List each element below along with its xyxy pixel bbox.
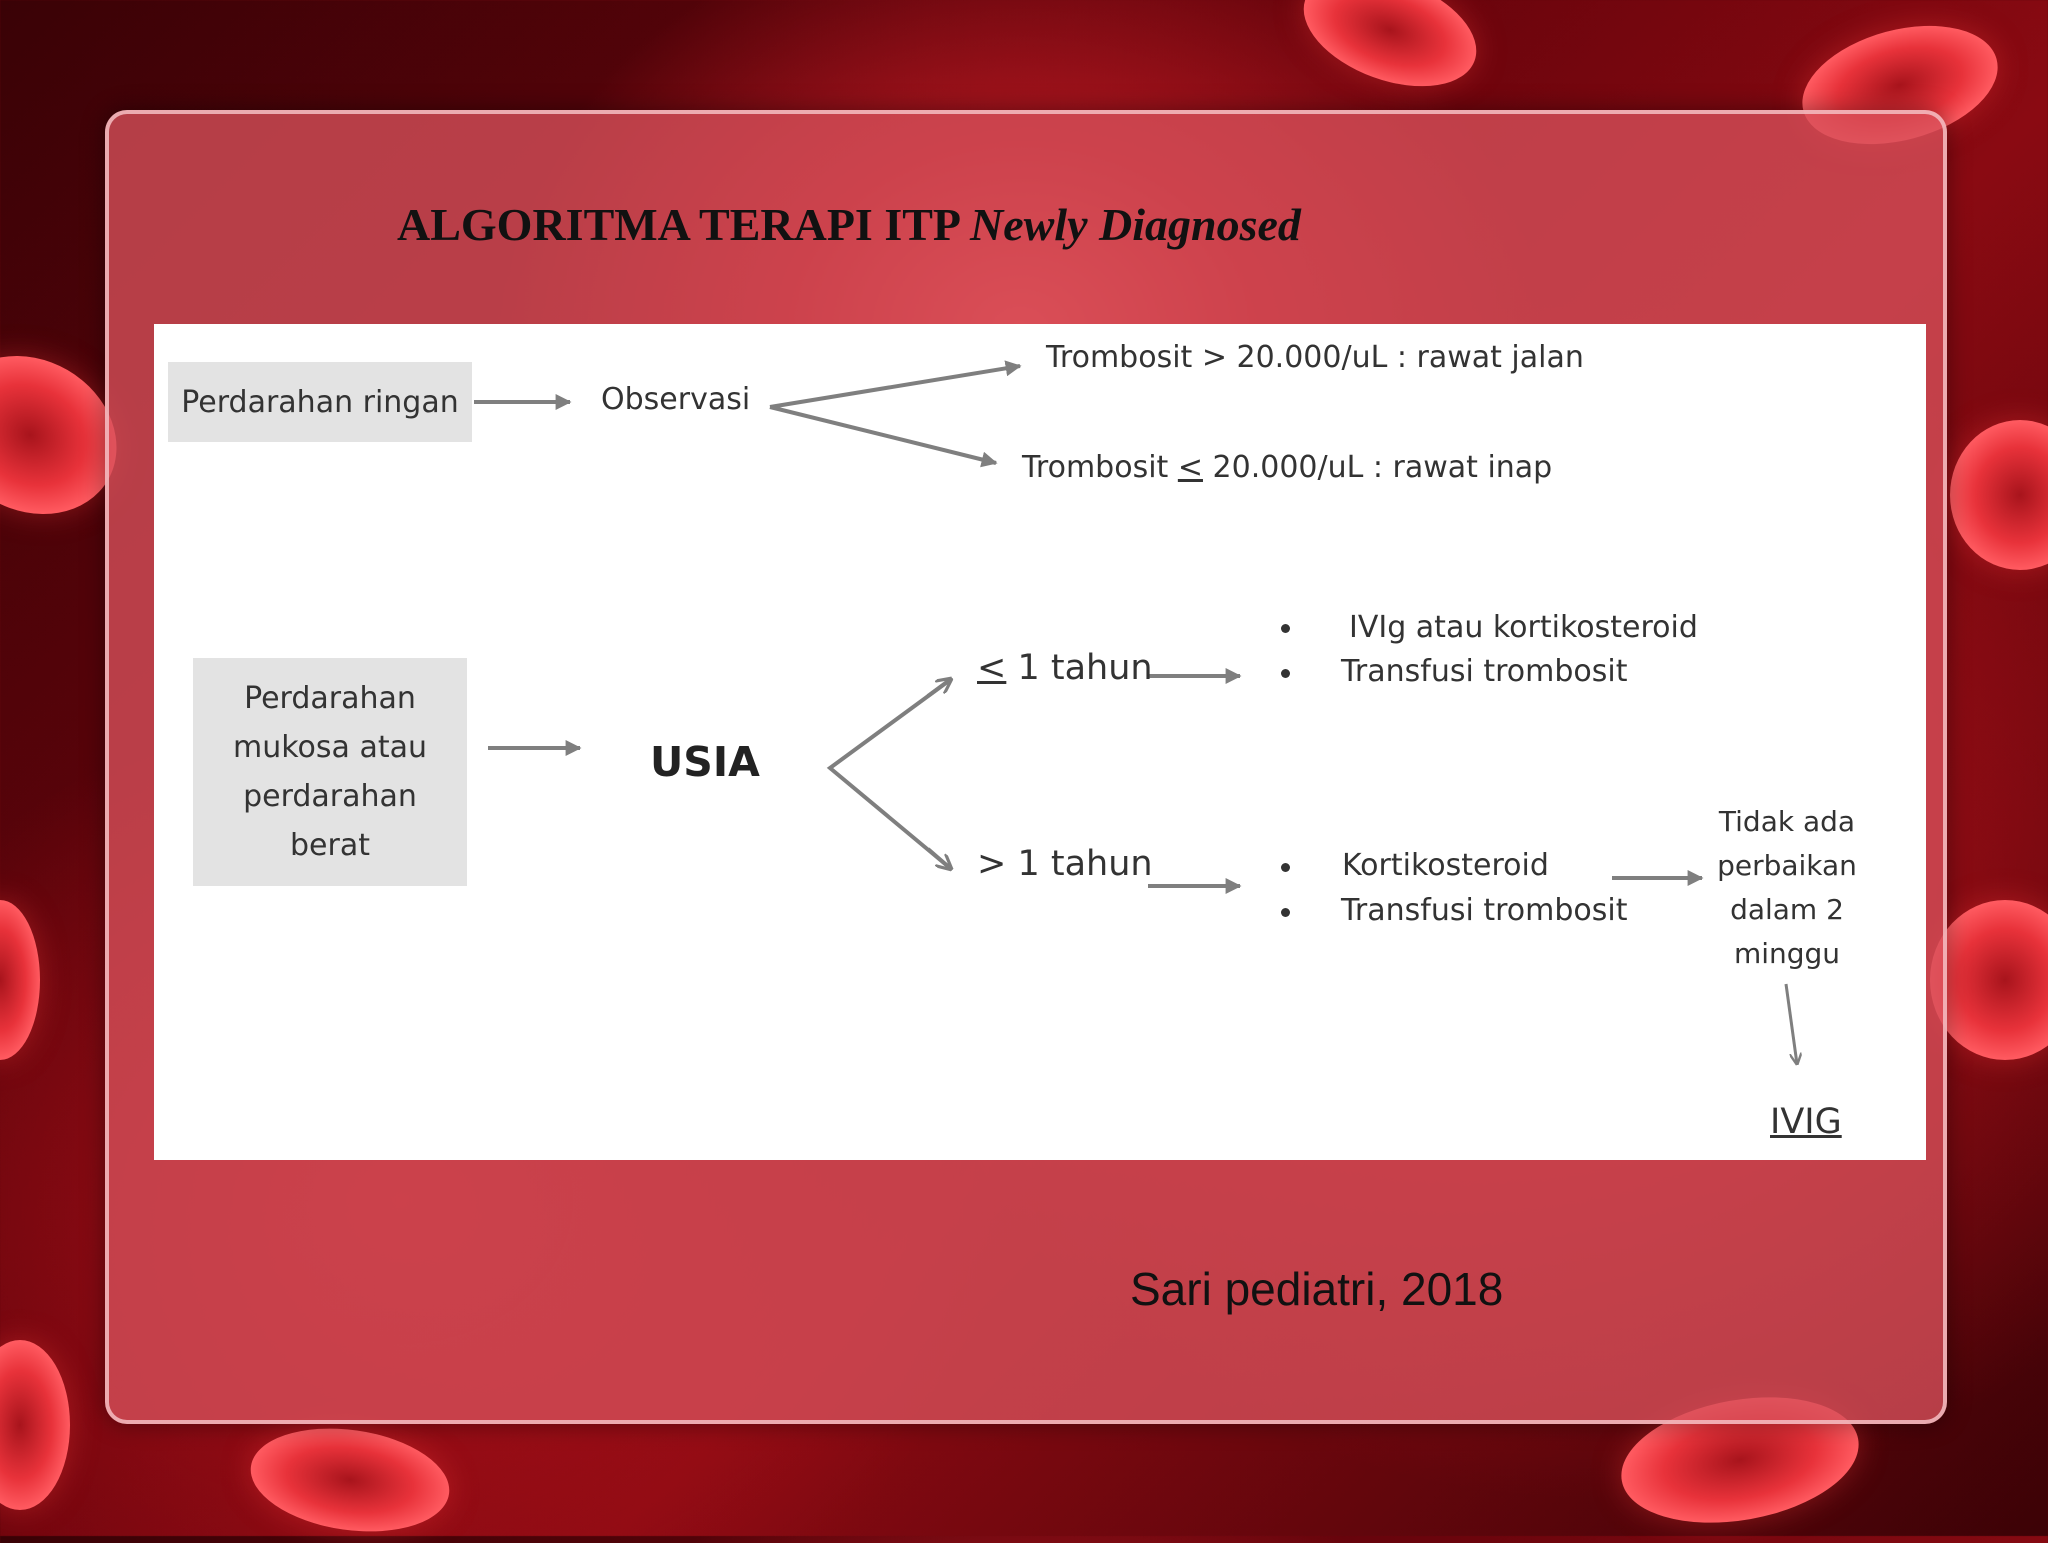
mild-bleeding-box	[168, 362, 472, 442]
age-old-label: > 1 tahun	[977, 844, 1153, 884]
blood-cell-decoration	[244, 1417, 456, 1543]
arrow-usia-to-old	[928, 849, 951, 869]
source-citation: Sari pediatri, 2018	[1130, 1263, 1504, 1315]
le-symbol: <	[1177, 450, 1203, 485]
old-treatment-2: Transfusi trombosit	[1341, 893, 1628, 928]
title-main: ALGORITMA TERAPI ITP	[397, 199, 970, 250]
blood-cell-decoration	[1950, 420, 2048, 570]
blood-cell-decoration	[0, 1340, 70, 1510]
slide-title	[397, 198, 1597, 251]
trombosit-low-suffix: 20.000/uL : rawat inap	[1202, 450, 1553, 485]
arrow-usia-branch	[830, 680, 950, 868]
trombosit-low-label	[1022, 450, 1552, 485]
arrow-observe-to-low	[770, 407, 996, 463]
blood-cell-decoration	[1930, 900, 2048, 1060]
flowchart-canvas	[154, 324, 1926, 1160]
bullet-icon	[1281, 908, 1290, 917]
bullet-icon	[1281, 624, 1290, 633]
arrow-no-improve-to-ivig	[1786, 984, 1797, 1064]
young-treatment-2: Transfusi trombosit	[1341, 654, 1628, 689]
young-treatment-1: IVIg atau kortikosteroid	[1349, 610, 1698, 645]
title-italic: Newly Diagnosed	[969, 199, 1301, 250]
trombosit-low-prefix: Trombosit	[1022, 450, 1178, 485]
ivig-label: IVIG	[1770, 1102, 1842, 1142]
severe-bleeding-label: Perdarahan mukosa atau perdarahan berat	[233, 681, 427, 863]
age-young-label	[977, 648, 1153, 688]
blood-cell-decoration	[1288, 0, 1491, 108]
blood-cell-decoration	[0, 900, 40, 1060]
usia-label: USIA	[650, 738, 760, 786]
age-le-symbol: <	[977, 648, 1007, 688]
old-treatment-1: Kortikosteroid	[1342, 848, 1549, 883]
bullet-icon	[1281, 863, 1290, 872]
arrow-observe-to-high	[770, 366, 1020, 407]
bullet-icon	[1281, 669, 1290, 678]
arrow-usia-to-young	[928, 679, 951, 696]
age-young-suffix: 1 tahun	[1017, 648, 1153, 688]
severe-bleeding-box	[193, 658, 467, 886]
no-improvement-label: Tidak ada perbaikan dalam 2 minggu	[1717, 805, 1857, 970]
mild-bleeding-label: Perdarahan ringan	[181, 384, 459, 420]
trombosit-high-label: Trombosit > 20.000/uL : rawat jalan	[1046, 340, 1584, 375]
observe-label: Observasi	[601, 382, 751, 417]
